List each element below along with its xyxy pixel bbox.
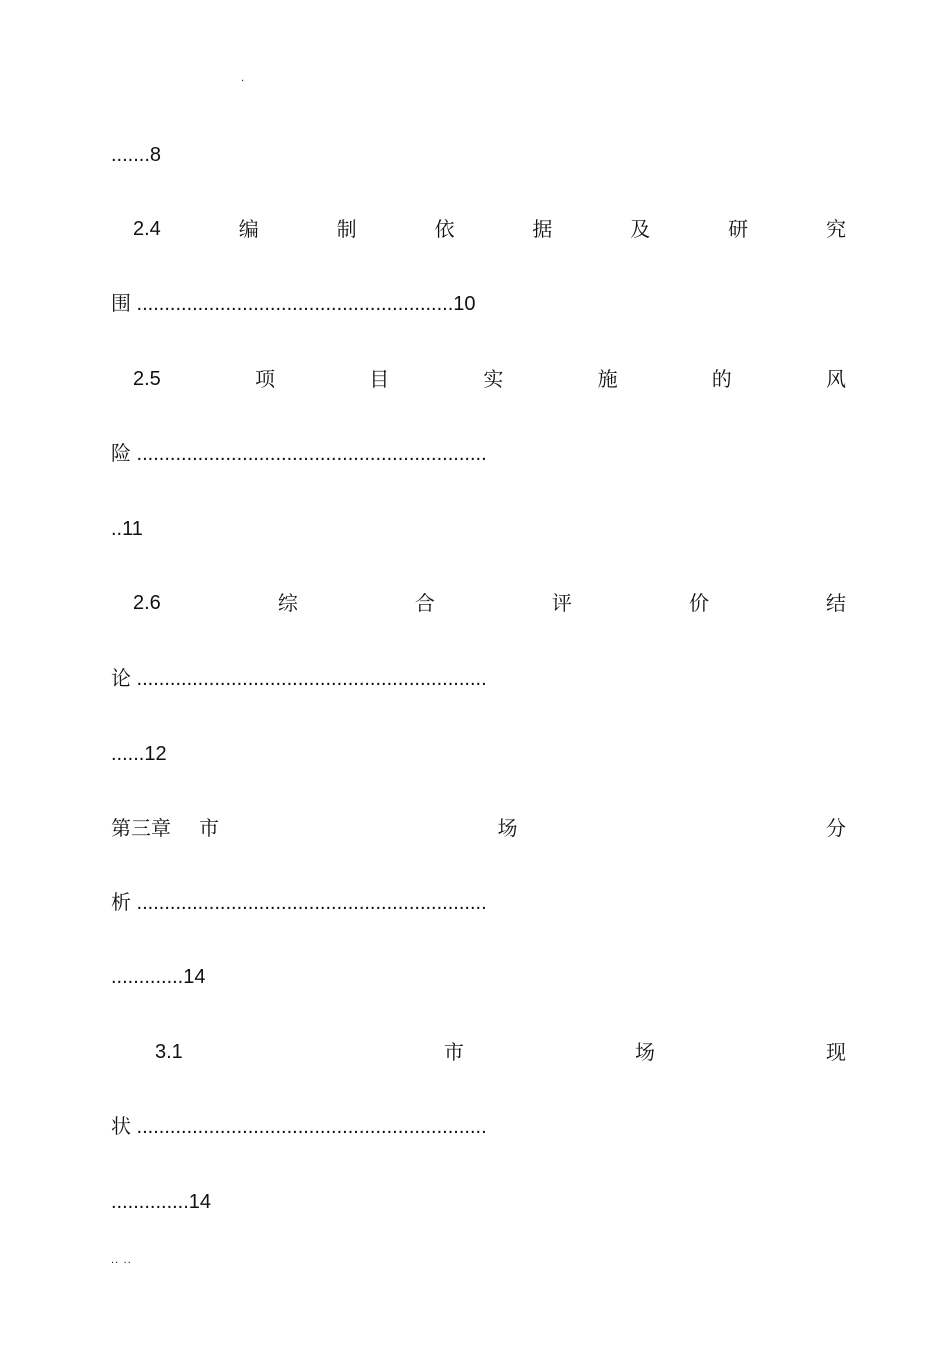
char: 评 — [551, 591, 572, 615]
char: 实 — [483, 367, 504, 391]
toc-line-14: 状 ............................................................... — [111, 1116, 487, 1138]
char: 综 — [277, 591, 298, 615]
char: 究 — [825, 217, 846, 241]
toc-line-15: ..............14 — [111, 1191, 212, 1213]
toc-line-9: ......12 — [111, 743, 167, 765]
char: 现 — [826, 1040, 846, 1064]
toc-line-12: .............14 — [111, 966, 206, 988]
char: 风 — [825, 367, 846, 391]
char: 市 — [199, 816, 219, 840]
char: 场 — [634, 1040, 655, 1064]
section-number: 2.6 — [133, 592, 161, 614]
char: 据 — [532, 217, 553, 241]
toc-entry-chapter-3 — [111, 815, 846, 841]
section-number: 2.4 — [133, 218, 161, 240]
chapter-number: 第三章 — [111, 816, 171, 840]
top-dot-mark: . — [241, 73, 245, 84]
char: 市 — [443, 1040, 464, 1064]
toc-line-5: 险 ............................................................... — [111, 443, 487, 465]
section-number: 3.1 — [155, 1041, 183, 1063]
char: 价 — [688, 591, 709, 615]
toc-line-3: 围 .........................................................10 — [111, 293, 476, 315]
toc-line-11: 析 ............................................................... — [111, 892, 487, 914]
char: 合 — [414, 591, 435, 615]
char: 编 — [238, 217, 259, 241]
toc-entry-2-5 — [111, 366, 846, 392]
toc-line-8: 论 ............................................................... — [111, 668, 487, 690]
toc-entry-2-6 — [111, 590, 846, 616]
section-number: 2.5 — [133, 368, 161, 390]
toc-entry-3-1 — [111, 1039, 846, 1065]
char: 的 — [711, 367, 732, 391]
toc-entry-2-4 — [111, 216, 846, 242]
char: 依 — [434, 217, 455, 241]
char: 场 — [497, 816, 518, 840]
char: 结 — [825, 591, 846, 615]
char: 项 — [255, 367, 275, 391]
footer-dot-mark: .. .. — [111, 1255, 132, 1266]
char: 施 — [597, 367, 618, 391]
toc-line-1: .......8 — [111, 144, 162, 166]
chapter-label — [111, 815, 219, 841]
toc-line-6: ..11 — [111, 518, 143, 540]
char: 研 — [728, 217, 749, 241]
char: 及 — [630, 217, 651, 241]
char: 分 — [826, 816, 846, 840]
char: 目 — [369, 367, 390, 391]
char: 制 — [336, 217, 357, 241]
